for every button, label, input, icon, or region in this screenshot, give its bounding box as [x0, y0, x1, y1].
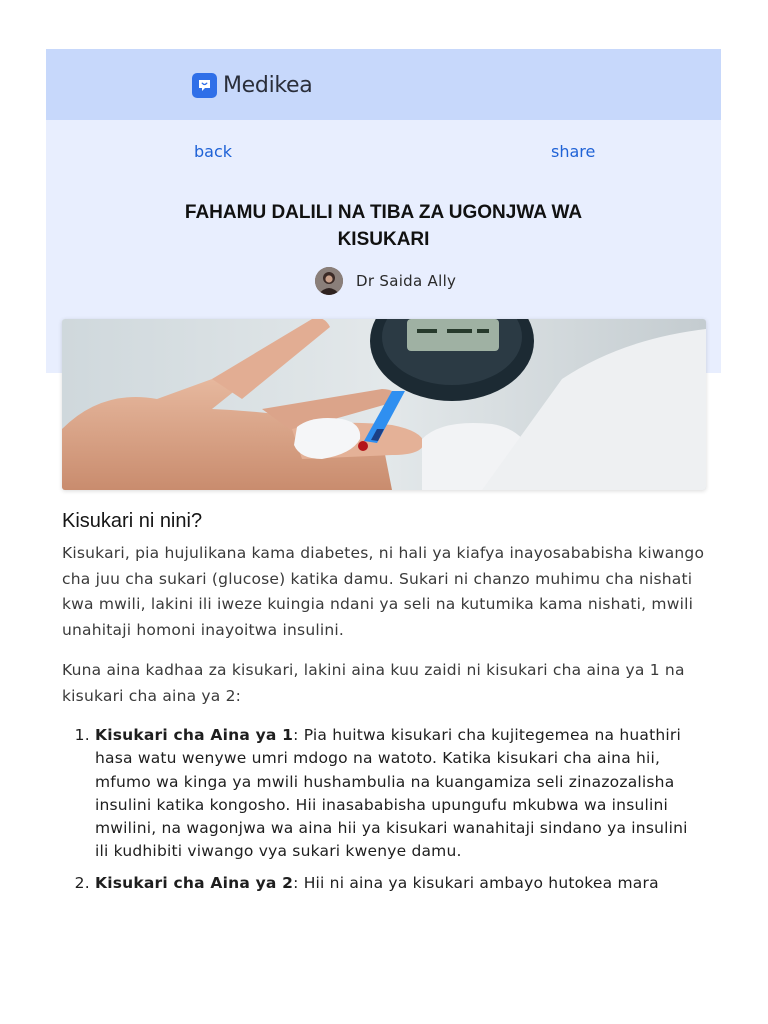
author-byline: [315, 267, 456, 295]
share-link[interactable]: share: [551, 142, 596, 161]
top-bar: [46, 49, 721, 120]
medikea-logo-icon: [192, 73, 217, 98]
diabetes-types-list: [62, 724, 706, 895]
brand-logo[interactable]: [192, 73, 312, 98]
list-item: [95, 872, 706, 895]
type-name: Kisukari cha Aina ya 2: [95, 873, 294, 892]
list-item: [95, 724, 706, 864]
article-body: [62, 510, 706, 903]
paragraph: Kuna aina kadhaa za kisukari, lakini aina kuu zaidi ni kisukari cha aina ya 1 na kisukari cha aina ya 2:: [62, 661, 685, 705]
paragraph: Kisukari, pia hujulikana kama diabetes, ni hali ya kiafya inayosababisha kiwango cha juu cha sukari (glucose) katika damu. Sukari ni chanzo muhimu cha nishati kwa mwili, lakini ili iweze kuingia ndani ya seli na kutumika kama nishati, mwili unahitaji homoni inayoitwa insulini.: [62, 544, 705, 639]
brand-name: Medikea: [223, 73, 313, 98]
author-avatar: [315, 267, 343, 295]
section-heading: Kisukari ni nini?: [62, 510, 203, 532]
type-name: Kisukari cha Aina ya 1: [95, 726, 294, 744]
type-description: : Pia huitwa kisukari cha kujitegemea na huathiri hasa watu wenywe umri mdogo na watoto. Katika kisukari cha aina hii, mfumo wa kinga ya mwili hushambulia na kuangamiza seli zinazozalisha insulini katika kongosho. Hii inasababisha upungufu mkubwa wa insulini mwilini, na wagonjwa wa aina hii ya kisukari wanahitaji sindano ya insulini ili kudhibiti viwango vya sukari kwenye damu.: [95, 726, 688, 861]
author-name: Dr Saida Ally: [356, 272, 457, 290]
hero-image: [62, 319, 706, 490]
article-title: FAHAMU DALILI NA TIBA ZA UGONJWA WA KISUKARI: [184, 202, 583, 250]
back-link[interactable]: back: [194, 142, 233, 161]
type-description: : Hii ni aina ya kisukari ambayo hutokea mara: [293, 873, 659, 892]
